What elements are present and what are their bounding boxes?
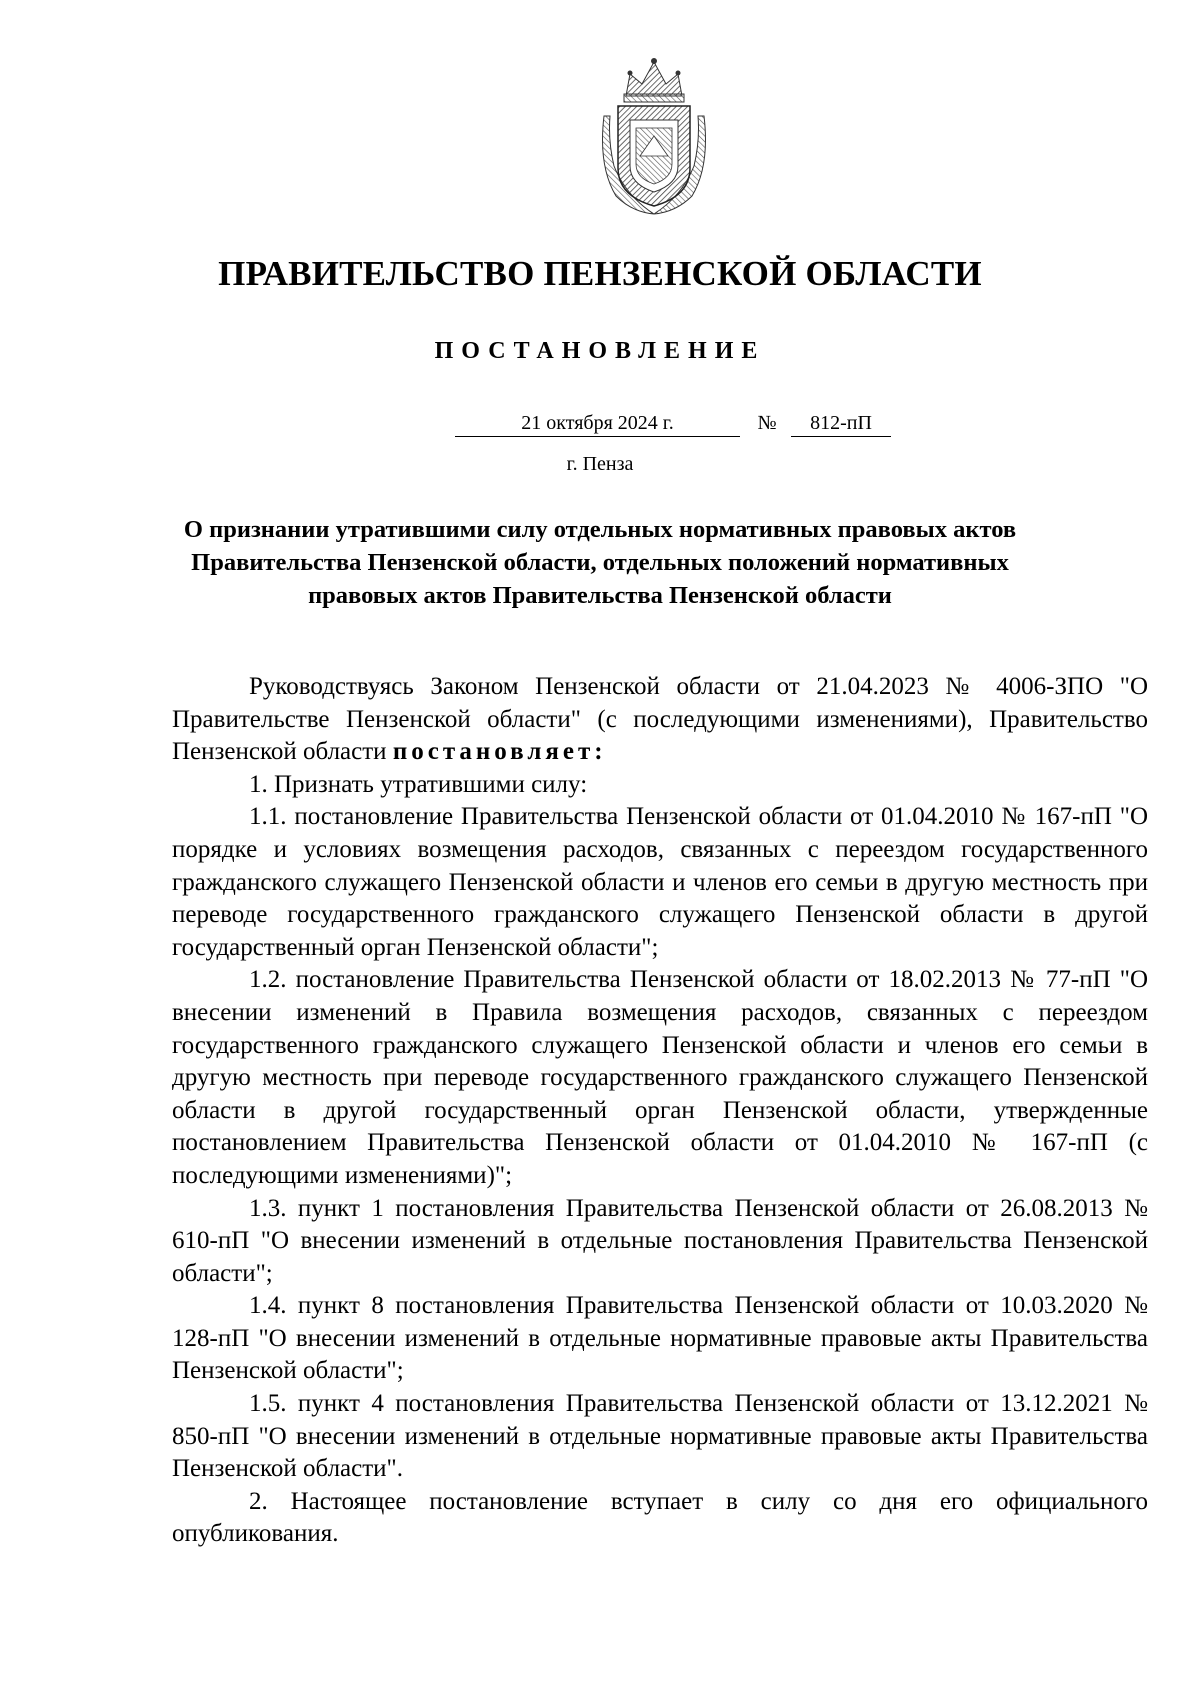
preamble-text: Руководствуясь Законом Пензенской области от 21.04.2023 № 4006-ЗПО "О Правительстве Пензенской области" (с последующими изменениями), Правительство Пензенской области [172, 673, 1148, 766]
clause-1: 1. Признать утратившими силу: [249, 770, 588, 798]
penza-region-coat-of-arms-icon [596, 56, 712, 216]
clause-1-5: 1.5. пункт 4 постановления Правительства Пензенской области от 13.12.2021 № 850-пП "О внесении изменений в отдельные нормативные правовые акты Правительства Пензенской области". [172, 1390, 1148, 1483]
document-body [172, 671, 1148, 1551]
document-city: г. Пенза [566, 453, 634, 475]
clause-1-4: 1.4. пункт 8 постановления Правительства Пензенской области от 10.03.2020 № 128-пП "О внесении изменений в отдельные нормативные правовые акты Правительства Пензенской области"; [172, 1292, 1148, 1385]
government-title: ПРАВИТЕЛЬСТВО ПЕНЗЕНСКОЙ ОБЛАСТИ [218, 254, 982, 293]
document-number: 812-пП [791, 412, 891, 437]
number-sign: № [757, 412, 777, 434]
resolves-word: постановляет: [392, 738, 607, 766]
subject-line: правовых актов Правительства Пензенской области [308, 582, 892, 609]
preamble-paragraph [172, 671, 1148, 769]
clause-2: 2. Настоящее постановление вступает в силу со дня его официального опубликования. [172, 1487, 1148, 1548]
document-type: ПОСТАНОВЛЕНИЕ [434, 338, 766, 364]
subject-line: Правительства Пензенской области, отдельных положений нормативных [191, 549, 1009, 576]
clause-1-2: 1.2. постановление Правительства Пензенской области от 18.02.2013 № 77-пП "О внесении изменений в Правила возмещения расходов, связанных с переездом государственного гражданского служащего Пензенской области и членов его семьи в другую местность при переводе государственного гражданского служащего Пензенской области в другой государственный орган Пензенской области, утвержденные постановлением Правительства Пензенской области от 01.04.2010 № 167-пП (с последующими изменениями)"; [172, 966, 1148, 1189]
clause-1-3: 1.3. пункт 1 постановления Правительства Пензенской области от 26.08.2013 № 610-пП "О внесении изменений в отдельные постановления Правительства Пензенской области"; [172, 1194, 1148, 1287]
document-date: 21 октября 2024 г. [455, 412, 740, 437]
subject-line: О признании утратившими силу отдельных нормативных правовых актов [183, 516, 1017, 543]
document-subject [160, 513, 1040, 612]
date-number-line [455, 412, 895, 444]
clause-1-1: 1.1. постановление Правительства Пензенской области от 01.04.2010 № 167-пП "О порядке и условиях возмещения расходов, связанных с переездом государственного гражданского служащего Пензенской области и членов его семьи в другую местность при переводе государственного гражданского служащего Пензенской области в другой государственный орган Пензенской области"; [172, 803, 1148, 961]
